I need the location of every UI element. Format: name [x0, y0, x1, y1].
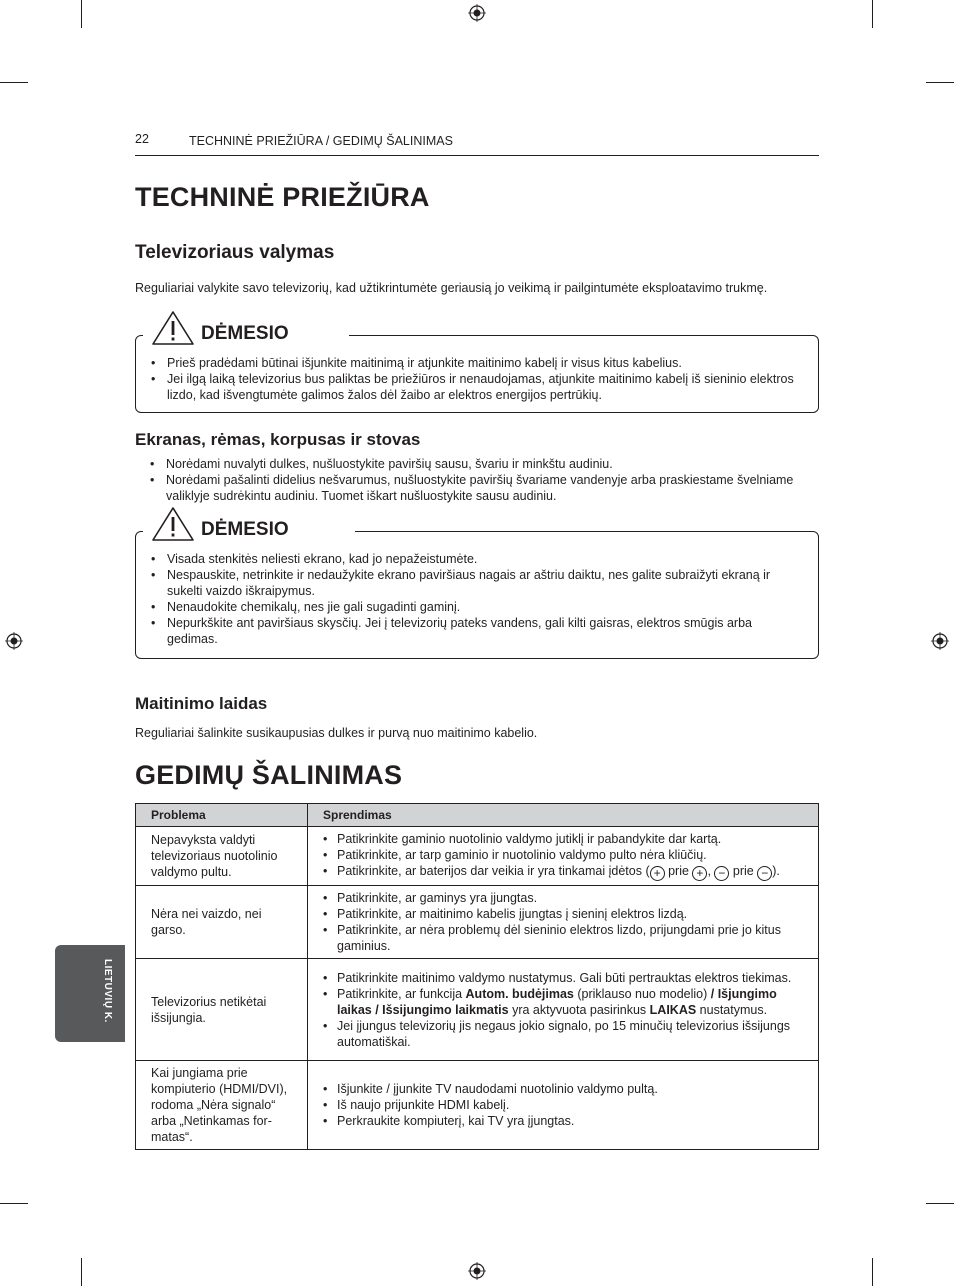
plus-icon: +	[650, 866, 665, 881]
solution-item: • Iš naujo prijunkite HDMI kabelį.	[323, 1097, 810, 1113]
language-tab	[55, 945, 125, 1042]
solution-item: • Patikrinkite, ar gaminys yra įjungtas.	[323, 890, 810, 906]
caution-box	[135, 335, 819, 413]
solution-item: • Patikrinkite gaminio nuotolinio valdymo jutiklį ir pabandykite dar kartą.	[323, 831, 810, 847]
minus-icon: −	[757, 866, 772, 881]
registration-mark-icon	[5, 632, 23, 650]
solution-item: • Jei įjungus televizorių jis negaus jokio signalo, po 15 minučių televizorius išsijungs automatiškai.	[323, 1018, 810, 1050]
problem-cell: Nepavyksta valdyti televizoriaus nuotolinio valdymo pultu.	[136, 827, 308, 886]
solution-cell	[308, 886, 819, 959]
warning-icon	[151, 310, 195, 346]
header-rule	[135, 155, 819, 156]
solution-item: • Patikrinkite, ar maitinimo kabelis įjungtas į sieninį elektros lizdą.	[323, 906, 810, 922]
crop-mark	[926, 82, 954, 83]
caution-item: • Jei ilgą laiką televizorius bus paliktas be priežiūros ir nenaudojamas, atjunkite maitinimo kabelį iš sieninio elektros lizdo, kad išvengtumėte galimos žalos dėl žaibo ar elektros energijos pertrūkių.	[136, 371, 806, 403]
solution-item: • Patikrinkite, ar tarp gaminio ir nuotolinio valdymo pulto nėra kliūčių.	[323, 847, 810, 863]
caution-label: DĖMESIO	[201, 519, 289, 540]
crop-mark	[0, 82, 28, 83]
solution-item: • Patikrinkite maitinimo valdymo nustatymus. Gali būti pertrauktas elektros tiekimas.	[323, 970, 810, 986]
running-header: TECHNINĖ PRIEŽIŪRA / GEDIMŲ ŠALINIMAS	[189, 134, 453, 148]
problem-cell: Televizorius netikėtai išsijungia.	[136, 959, 308, 1061]
table-header-row	[136, 804, 819, 827]
plus-icon: +	[692, 866, 707, 881]
crop-mark	[81, 0, 82, 28]
solution-item: • Patikrinkite, ar funkcija Autom. budėjimas (priklauso nuo modelio) / Išjungimo laikas / Išsijungimo laikmatis yra aktyvuota pasirinkus LAIKAS nustatymus.	[323, 986, 810, 1018]
registration-mark-icon	[468, 1262, 486, 1280]
troubleshooting-table	[135, 803, 819, 1150]
page-number: 22	[135, 132, 149, 146]
crop-mark	[872, 1258, 873, 1286]
solution-item: • Patikrinkite, ar nėra problemų dėl sieninio elektros lizdo, prijungdami prie jo kitus gaminius.	[323, 922, 810, 954]
problem-cell: Kai jungiama prie kompiuterio (HDMI/DVI), rodoma „Nėra signalo“ arba „Netinkamas for-matas“.	[136, 1061, 308, 1150]
caution-heading	[143, 506, 355, 542]
solution-cell	[308, 827, 819, 886]
caution-item: • Visada stenkitės neliesti ekrano, kad jo nepažeistumėte.	[136, 551, 806, 567]
crop-mark	[81, 1258, 82, 1286]
cleaning-text: Reguliariai valykite savo televizorių, kad užtikrintumėte geriausią jo veikimą ir pailgintumėte eksploatavimo trukmę.	[135, 281, 768, 295]
warning-icon	[151, 506, 195, 542]
caution-item: • Prieš pradėdami būtinai išjunkite maitinimą ir atjunkite maitinimo kabelį ir visus kitus kabelius.	[136, 355, 806, 371]
table-row	[136, 1061, 819, 1150]
page-title: TECHNINĖ PRIEŽIŪRA	[135, 182, 430, 212]
crop-mark	[926, 1203, 954, 1204]
solution-item: • Išjunkite / įjunkite TV naudodami nuotolinio valdymo pultą.	[323, 1081, 810, 1097]
minus-icon: −	[714, 866, 729, 881]
column-header-solution: Sprendimas	[308, 804, 819, 827]
solution-item: • Patikrinkite, ar baterijos dar veikia ir yra tinkamai įdėtos ( + prie + , − prie − ).	[323, 863, 810, 881]
table-row	[136, 886, 819, 959]
caution-heading	[143, 310, 349, 346]
caution-box	[135, 531, 819, 659]
table-row	[136, 827, 819, 886]
solution-item: • Perkraukite kompiuterį, kai TV yra įjungtas.	[323, 1113, 810, 1129]
caution-item: • Nespauskite, netrinkite ir nedaužykite ekrano paviršiaus nagais ar aštriu daiktu, nes galite subraižyti ekraną ir sukelti vaizdo iškraipymus.	[136, 567, 806, 599]
problem-cell: Nėra nei vaizdo, nei garso.	[136, 886, 308, 959]
caution-item: • Nenaudokite chemikalų, nes jie gali sugadinti gaminį.	[136, 599, 806, 615]
list-item: • Norėdami nuvalyti dulkes, nušluostykite paviršių sausu, švariu ir minkštu audiniu.	[135, 456, 795, 472]
list-item: • Norėdami pašalinti didelius nešvarumus, nušluostykite paviršių švariame vandenyje arba praskiestame švelniame valiklyje sudrėkintu audiniu. Tuomet iškart nušluostykite sausu audiniu.	[135, 472, 795, 504]
section-title-screen: Ekranas, rėmas, korpusas ir stovas	[135, 430, 421, 449]
solution-cell	[308, 1061, 819, 1150]
section-title-cleaning: Televizoriaus valymas	[135, 242, 335, 263]
registration-mark-icon	[468, 4, 486, 22]
caution-item: • Nepurkškite ant paviršiaus skysčių. Jei į televizorių pateks vandens, gali kilti gaisras, elektros smūgis arba gedimas.	[136, 615, 806, 647]
column-header-problem: Problema	[136, 804, 308, 827]
crop-mark	[0, 1203, 28, 1204]
solution-cell	[308, 959, 819, 1061]
language-tab-label: LIETUVIŲ K.	[102, 959, 113, 1023]
table-row	[136, 959, 819, 1061]
section-title-cord: Maitinimo laidas	[135, 694, 268, 713]
caution-label: DĖMESIO	[201, 323, 289, 344]
registration-mark-icon	[931, 632, 949, 650]
troubleshooting-title: GEDIMŲ ŠALINIMAS	[135, 760, 403, 790]
cord-text: Reguliariai šalinkite susikaupusias dulkes ir purvą nuo maitinimo kabelio.	[135, 726, 538, 740]
crop-mark	[872, 0, 873, 28]
